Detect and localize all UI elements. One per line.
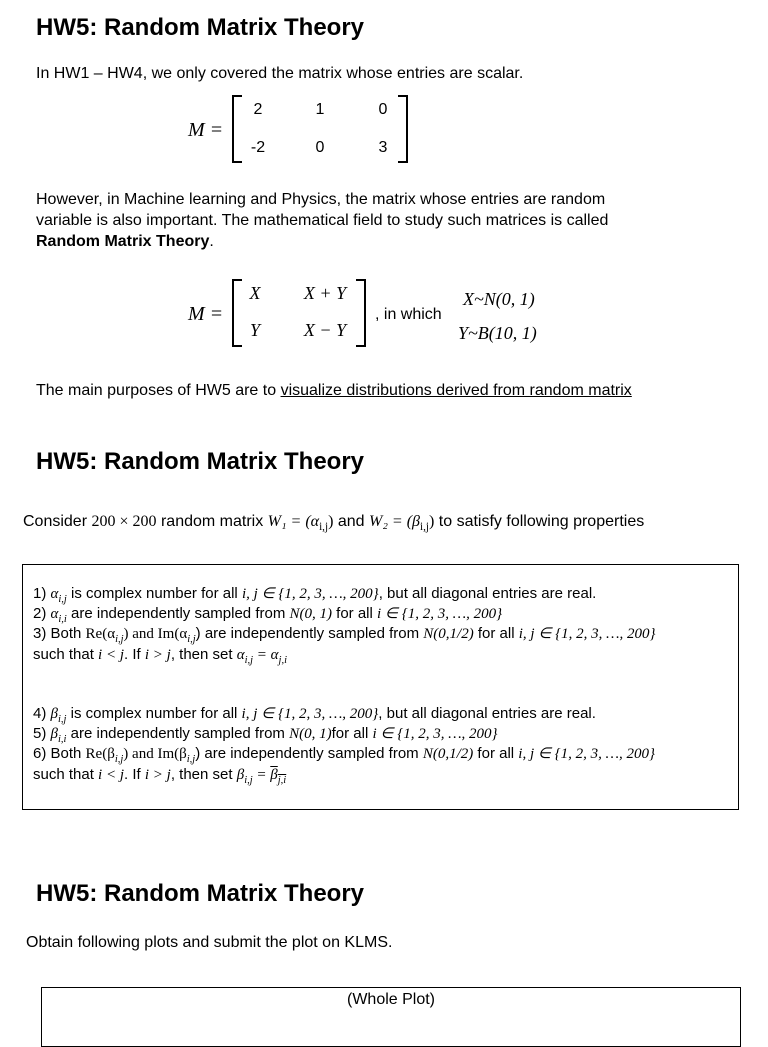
matrix1-cell: 1 xyxy=(315,101,325,118)
text: for all xyxy=(331,725,373,742)
text: , but all diagonal entries are real. xyxy=(378,705,596,722)
math: ) xyxy=(429,513,435,530)
math: N(0,1/2) xyxy=(423,626,474,642)
math: i ∈ {1, 2, 3, …, 200} xyxy=(377,606,503,622)
math: ) xyxy=(328,513,334,530)
math-sub: j,i xyxy=(277,775,287,786)
matrix1-cell: 2 xyxy=(253,101,263,118)
text: 5) xyxy=(33,725,51,742)
math: N(0, 1) xyxy=(289,606,332,622)
text: is complex number for all xyxy=(66,585,242,602)
math-sub: i,j xyxy=(186,754,196,765)
math: i > j xyxy=(144,767,171,783)
math: W₂ = (β xyxy=(369,513,420,530)
distribution-y: Y~B(10, 1) xyxy=(458,323,537,343)
math: i, j ∈ {1, 2, 3, …, 200} xyxy=(241,586,379,602)
text: 2) xyxy=(33,605,51,622)
text: random matrix xyxy=(156,513,268,530)
math-sub: i,j xyxy=(187,634,196,645)
slide1-intro: In HW1 – HW4, we only covered the matrix whose entries are scalar. xyxy=(36,65,524,82)
matrix1-label: M = xyxy=(188,119,224,141)
math: i, j ∈ {1, 2, 3, …, 200} xyxy=(518,746,656,762)
math-sub: i,j xyxy=(244,655,254,666)
math: β xyxy=(270,767,278,783)
text: 4) xyxy=(33,705,51,722)
text: are independently sampled from xyxy=(66,605,290,622)
math: i < j xyxy=(98,647,125,663)
period: . xyxy=(209,233,214,250)
slide1-title: HW5: Random Matrix Theory xyxy=(36,14,365,41)
math: β xyxy=(50,726,58,742)
math-sub: i,i xyxy=(58,614,67,625)
slide2-title: HW5: Random Matrix Theory xyxy=(36,448,365,475)
math: N(0, 1) xyxy=(289,726,332,742)
math: α xyxy=(50,606,59,622)
text: . If xyxy=(124,766,145,783)
text: for all xyxy=(473,745,519,762)
math: W₁ = (α xyxy=(267,513,320,530)
whole-plot-box xyxy=(41,987,741,1047)
slide3-title: HW5: Random Matrix Theory xyxy=(36,880,365,907)
math: α xyxy=(236,647,245,663)
math: 200 × 200 xyxy=(91,513,157,530)
math-sub: i,j xyxy=(58,594,67,605)
math: Re(β xyxy=(85,746,115,762)
matrix2-label: M = xyxy=(188,303,224,325)
math: β xyxy=(50,706,58,722)
math: = α xyxy=(253,647,279,663)
text: ) are independently sampled from xyxy=(195,745,423,762)
math-sub: i,j xyxy=(420,521,430,534)
properties-box xyxy=(22,564,739,810)
slide3-instruction: Obtain following plots and submit the plot on KLMS. xyxy=(26,934,393,951)
distribution-x: X~N(0, 1) xyxy=(463,289,535,309)
matrix2-cell: Y xyxy=(249,320,260,340)
math: α xyxy=(50,586,59,602)
matrix2-cell: X + Y xyxy=(303,283,347,303)
text: , then set xyxy=(170,766,237,783)
text: and xyxy=(333,513,370,530)
math: ) and Im(β xyxy=(123,746,187,762)
text: for all xyxy=(332,605,378,622)
slide1-paragraph xyxy=(36,189,608,252)
math: i < j xyxy=(98,767,125,783)
in-which-text: , in which xyxy=(375,306,442,323)
text: 1) xyxy=(33,585,51,602)
matrix1-cell: 3 xyxy=(378,139,388,156)
text: ) are independently sampled from xyxy=(195,625,424,642)
text: such that xyxy=(33,646,99,663)
matrix1-cell: -2 xyxy=(250,139,266,156)
math: i, j ∈ {1, 2, 3, …, 200} xyxy=(518,626,656,642)
text: . If xyxy=(124,646,145,663)
math-sub: i,j xyxy=(115,634,124,645)
text: such that xyxy=(33,766,99,783)
matrix1-cell: 0 xyxy=(315,139,325,156)
math: β xyxy=(236,767,245,783)
text: , then set xyxy=(170,646,237,663)
slide2-consider xyxy=(23,511,644,538)
text: Consider xyxy=(23,513,92,530)
property-line xyxy=(33,645,287,671)
text: 3) Both xyxy=(33,625,86,642)
bold-term: Random Matrix Theory xyxy=(36,233,210,250)
math-sub: i,j xyxy=(319,521,329,534)
matrix1-cell: 0 xyxy=(378,101,388,118)
purpose-underlined: visualize distributions derived from random matrix xyxy=(280,382,632,399)
math: Re(α xyxy=(85,626,116,642)
purpose-text: The main purposes of HW5 are to xyxy=(36,382,281,399)
math-sub: j,i xyxy=(278,655,288,666)
math: i ∈ {1, 2, 3, …, 200} xyxy=(372,726,498,742)
math-sub: i,j xyxy=(244,775,253,786)
whole-plot-label: (Whole Plot) xyxy=(346,991,436,1008)
paragraph-line xyxy=(36,231,608,252)
matrix2-cell: X − Y xyxy=(303,320,347,340)
math: N(0,1/2) xyxy=(422,746,474,762)
math-sub: i,j xyxy=(114,754,124,765)
text: are independently sampled from xyxy=(66,725,290,742)
text: is complex number for all xyxy=(66,705,242,722)
text: to satisfy following properties xyxy=(434,513,645,530)
math: = xyxy=(252,767,271,783)
matrix2-cell: X xyxy=(249,283,261,303)
math-sub: i,i xyxy=(58,734,67,745)
math: i > j xyxy=(144,647,171,663)
text: 6) Both xyxy=(33,745,86,762)
slide1-purpose xyxy=(36,380,632,401)
math-sub: i,j xyxy=(58,714,67,725)
math: ) and Im(α xyxy=(123,626,188,642)
paragraph-line: variable is also important. The mathematical field to study such matrices is called xyxy=(36,212,609,229)
math: i, j ∈ {1, 2, 3, …, 200} xyxy=(241,706,379,722)
text: , but all diagonal entries are real. xyxy=(378,585,597,602)
paragraph-line: However, in Machine learning and Physics, the matrix whose entries are random xyxy=(36,191,606,208)
text: for all xyxy=(473,625,519,642)
property-line xyxy=(33,765,286,791)
